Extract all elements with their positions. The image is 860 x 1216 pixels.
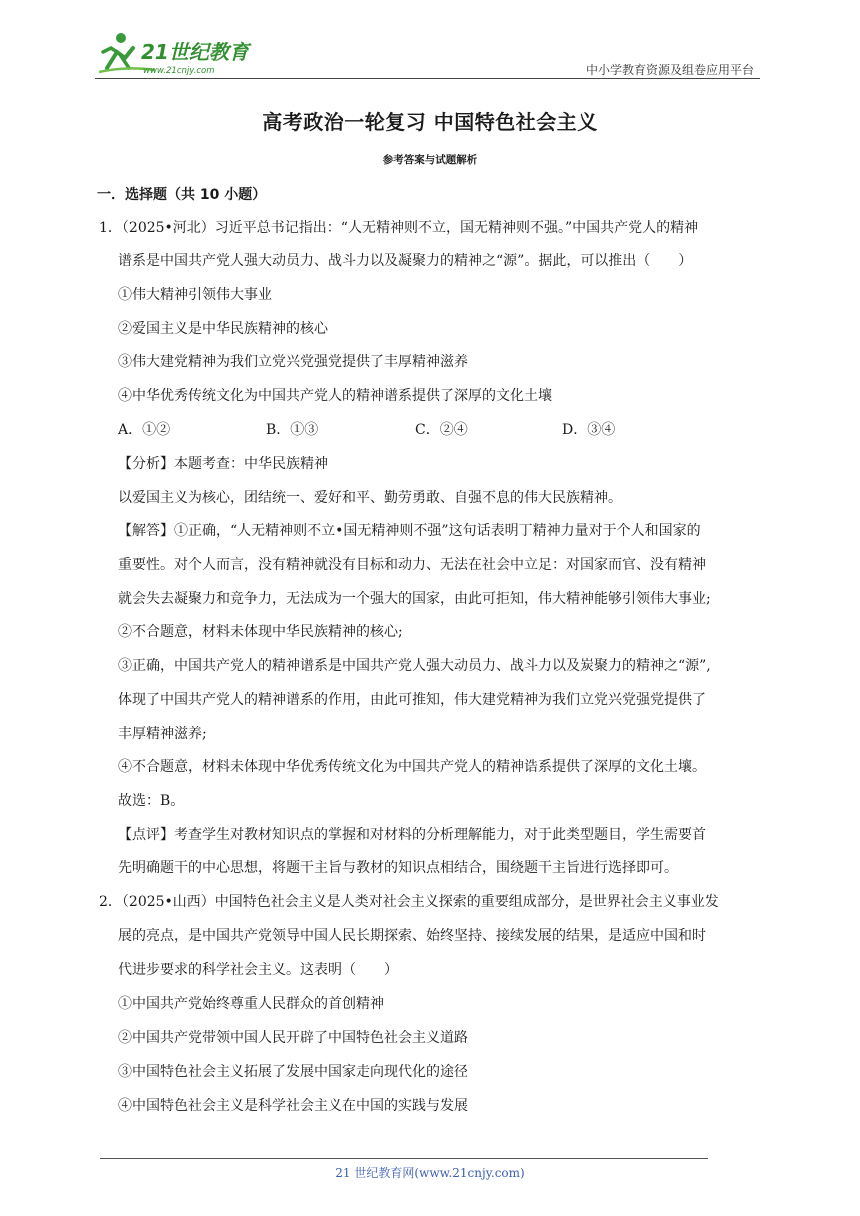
q2-statement-2: ②中国共产党带领中国人民开辟了中国特色社会主义道路	[118, 1030, 468, 1046]
q1-answer-1: 【解答】①正确，“人无精神则不立•国无精神则不强”这句话表明丁精神力量对于个人和国家的	[118, 523, 701, 539]
q2-statement-3: ③中国特色社会主义拓展了发展中国家走向现代化的途径	[118, 1064, 468, 1080]
q1-option-d: D．③④	[562, 422, 616, 438]
header-divider	[95, 78, 760, 79]
q1-answer-4: ②不合题意，材料未体现中华民族精神的核心;	[118, 624, 403, 640]
logo-text: 21世纪教育	[141, 40, 249, 64]
q1-stem-line-1: 1．（2025•河北）习近平总书记指出：“人无精神则不立，国无精神则不强。”中国共产党人的精神	[99, 220, 699, 236]
q2-stem-line-1: 2．（2025•山西）中国特色社会主义是人类对社会主义探索的重要组成部分，是世界社会主义事业发	[99, 894, 719, 910]
q1-statement-4: ④中华优秀传统文化为中国共产党人的精神谱系提供了深厚的文化土壤	[118, 388, 552, 404]
document-title: 高考政治一轮复习 中国特色社会主义	[262, 110, 598, 134]
q1-answer-5: ③正确，中国共产党人的精神谱系是中国共产党人强大动员力、战斗力以及炭聚力的精神之“源”,	[118, 658, 711, 674]
q1-answer-6: 体现了中国共产党人的精神谱系的作用，由此可推知，伟大建党精神为我们立党兴党强党提供了	[118, 692, 706, 708]
q2-statement-4: ④中国特色社会主义是科学社会主义在中国的实践与发展	[118, 1098, 468, 1114]
q1-comment-1: 【点评】考查学生对教材知识点的掌握和对材料的分析理解能力，对于此类型题目，学生需要首	[118, 827, 706, 843]
runner-logo-icon	[95, 28, 295, 78]
q1-answer-7: 丰厚精神滋养;	[118, 726, 207, 742]
platform-name: 中小学教育资源及组卷应用平台	[585, 63, 754, 77]
logo-url: www.21cnjy.com	[143, 66, 215, 76]
q1-option-c: C．②④	[415, 422, 468, 438]
q1-analysis-2: 以爱国主义为核心，团结统一、爱好和平、勤劳勇敢、自强不息的伟大民族精神。	[118, 490, 622, 506]
q1-answer-2: 重要性。对个人而言，没有精神就没有目标和动力、无法在社会中立足：对国家而官、没有精神	[118, 557, 706, 573]
q2-statement-1: ①中国共产党始终尊重人民群众的首创精神	[118, 996, 384, 1012]
q1-option-b: B．①③	[266, 422, 319, 438]
q1-answer-3: 就会失去凝聚力和竞争力，无法成为一个强大的国家，由此可拒知，伟大精神能够引领伟大事业;	[118, 591, 711, 607]
footer-link[interactable]: 21 世纪教育网(www.21cnjy.com)	[335, 1166, 525, 1180]
q2-stem-line-2: 展的亮点，是中国共产党领导中国人民长期探索、始终坚持、接续发展的结果，是适应中国和时	[118, 928, 706, 944]
q1-statement-1: ①伟大精神引领伟大事业	[118, 287, 272, 303]
page-header	[95, 28, 760, 80]
q2-stem-line-3: 代进步要求的科学社会主义。这表明（ ）	[118, 962, 398, 978]
q1-analysis-1: 【分析】本题考查：中华民族精神	[118, 456, 328, 472]
q1-statement-3: ③伟大建党精神为我们立党兴党强党提供了丰厚精神滋养	[118, 354, 468, 370]
q1-answer-8: ④不合题意，材料未体现中华优秀传统文化为中国共产党人的精神诰系提供了深厚的文化土壤。	[118, 759, 706, 775]
footer-divider	[100, 1158, 708, 1159]
q1-comment-2: 先明确题干的中心思想，将题干主旨与教材的知识点相结合，围绕题干主旨进行选择即可。	[118, 860, 678, 876]
section-heading: 一．选择题（共 10 小题）	[97, 187, 267, 203]
q1-option-a: A．①②	[118, 422, 171, 438]
q1-statement-2: ②爱国主义是中华民族精神的核心	[118, 321, 328, 337]
q1-stem-line-2: 谱系是中国共产党人强大动员力、战斗力以及凝聚力的精神之“源”。据此，可以推出（ ）	[118, 253, 693, 269]
document-subtitle: 参考答案与试题解析	[382, 154, 478, 166]
site-logo	[95, 28, 295, 78]
q1-answer-9: 故选：B。	[118, 793, 185, 809]
